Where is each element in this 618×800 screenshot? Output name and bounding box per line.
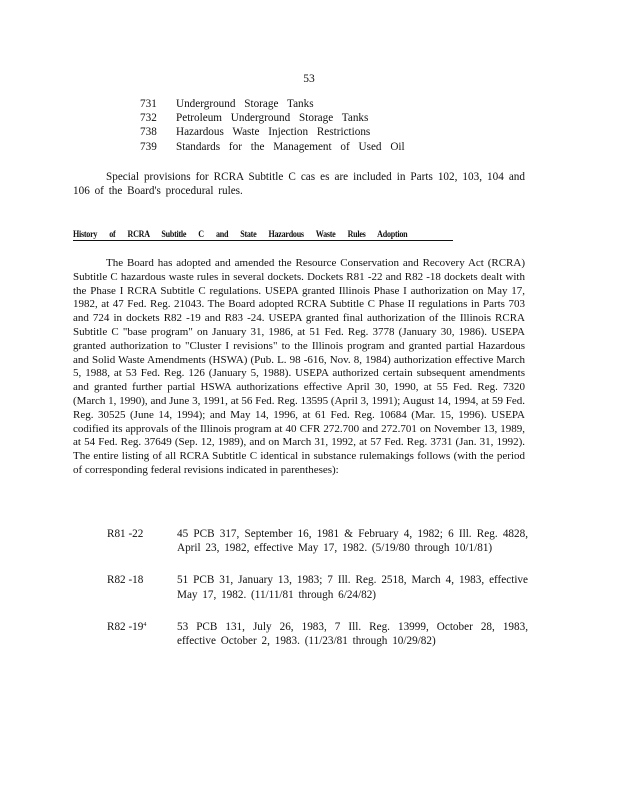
part-name: Underground Storage Tanks	[176, 98, 314, 110]
docket-id: R82 -18	[107, 574, 144, 587]
docket-description: 51 PCB 31, January 13, 1983; 7 Ill. Reg. 2518, March 4, 1983, effective May 17, 1982. (11/11/81 through 6/24/82)	[177, 574, 528, 601]
docket-table	[73, 527, 528, 666]
page-number: 53	[303, 73, 315, 85]
docket-id-cell	[73, 573, 177, 601]
docket-id-cell	[73, 527, 177, 555]
part-number: 738	[140, 126, 157, 139]
table-row	[73, 620, 528, 648]
list-item	[140, 125, 440, 139]
table-row	[73, 573, 528, 601]
table-row	[73, 527, 528, 555]
special-provisions-paragraph: Special provisions for RCRA Subtitle C cas es are included in Parts 102, 103, 104 and 106 of the Board's procedural rules.	[73, 171, 525, 198]
part-name: Petroleum Underground Storage Tanks	[176, 112, 369, 125]
parts-list	[140, 97, 440, 154]
heading-underline	[73, 240, 453, 241]
docket-id: R81 -22	[107, 528, 144, 540]
history-paragraph: The Board has adopted and amended the Resource Conservation and Recovery Act (RCRA) Subtitle C hazardous waste rules in several dockets. Dockets R81 -22 and R82 -18 dockets dealt with the Phase I RCRA Subtitle C regulations. USEPA granted Illinois Phase I authorization on May 17, 1982, at 47 Fed. Reg. 21043. The Board adopted RCRA Subtitle C Phase II regulations in Parts 703 and 724 in dockets R82 -19 and R83 -24. USEPA granted final authorization of the Illinois RCRA Subtitle C "base program" on January 31, 1986, at 51 Fed. Reg. 3778 (January 30, 1986). USEPA granted authorization to "Cluster I revisions" to the Illinois program and granted partial Hazardous and Solid Waste Amendments (HSWA) (Pub. L. 98 -616, Nov. 8, 1984) authorization effective March 5, 1988, at 53 Fed. Reg. 126 (January 5, 1988). USEPA authorized certain subsequent amendments and granted further partial HSWA authorizations effective April 30, 1990, at 55 Fed. Reg. 7320 (March 1, 1990), and June 3, 1991, at 56 Fed. Reg. 13595 (April 3, 1991); August 14, 1994, at 59 Fed. Reg. 30525 (June 14, 1994); and May 14, 1996, at 61 Fed. Reg. 10684 (Mar. 15, 1996). USEPA codified its approvals of the Illinois program at 40 CFR 272.700 and 272.701 on November 13, 1989, at 54 Fed. Reg. 37649 (Sep. 12, 1989), and on March 31, 1992, at 57 Fed. Reg. 3731 (Jan. 31, 1992). The entire listing of all RCRA Subtitle C identical in substance rulemakings follows (with the period of corresponding federal revisions indicated in parentheses):	[73, 257, 525, 476]
part-number: 739	[140, 140, 157, 153]
section-heading: History of RCRA Subtitle C and State Hazardous Waste Rules Adoption	[73, 230, 408, 240]
docket-id-cell	[73, 620, 177, 648]
part-number: 731	[140, 98, 157, 110]
docket-description: 45 PCB 317, September 16, 1981 & February 4, 1982; 6 Ill. Reg. 4828, April 23, 1982, effective May 17, 1982. (5/19/80 through 10/1/81)	[177, 528, 528, 555]
list-item	[140, 111, 440, 125]
part-name: Hazardous Waste Injection Restrictions	[176, 126, 371, 139]
part-name: Standards for the Management of Used Oil	[176, 140, 405, 153]
docket-description: 53 PCB 131, July 26, 1983, 7 Ill. Reg. 13999, October 28, 1983, effective October 2, 1983. (11/23/81 through 10/29/82)	[177, 620, 528, 648]
docket-footnote: 4	[143, 621, 147, 628]
list-item	[140, 97, 440, 111]
part-number: 732	[140, 112, 157, 125]
docket-id: R82 -19	[107, 620, 144, 633]
list-item	[140, 140, 440, 154]
